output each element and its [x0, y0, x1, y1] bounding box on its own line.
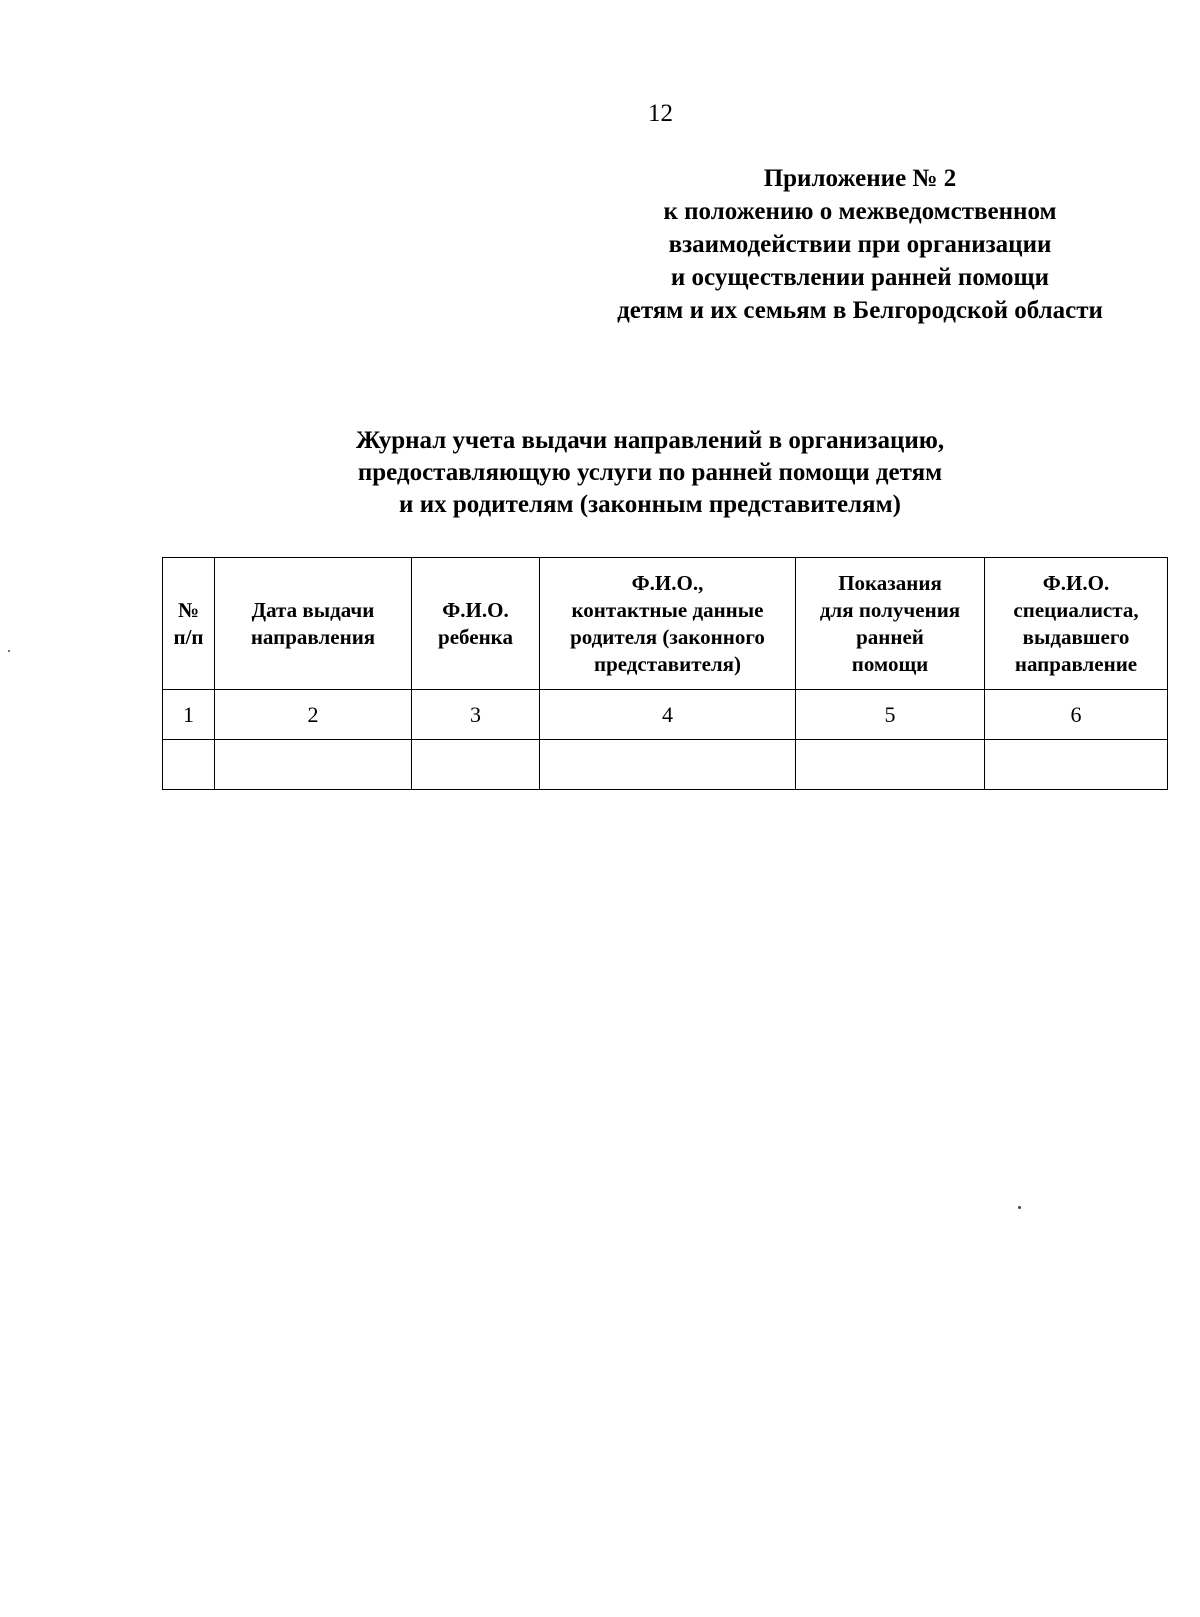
table-header-row [163, 558, 1168, 690]
column-number-row [163, 690, 1168, 740]
empty-cell [796, 740, 985, 790]
column-number-cell: 4 [540, 690, 796, 740]
journal-table [162, 557, 1168, 790]
header-line: Ф.И.О., [631, 570, 704, 595]
header-line: для получения [819, 597, 961, 622]
header-line: Ф.И.О. [1042, 570, 1110, 595]
appendix-line: Приложение № 2 [763, 165, 957, 192]
table-row [163, 740, 1168, 790]
scan-speck [8, 650, 10, 652]
empty-cell [540, 740, 796, 790]
header-line: представителя) [593, 651, 742, 676]
column-number-cell: 5 [796, 690, 985, 740]
appendix-heading [560, 162, 1160, 327]
journal-title-line: и их родителям (законным представителям) [399, 491, 901, 518]
empty-cell [412, 740, 540, 790]
column-number-cell: 3 [412, 690, 540, 740]
header-line: специалиста, [1013, 597, 1139, 622]
column-header-number [163, 558, 215, 690]
appendix-line: детям и их семьям в Белгородской области [617, 297, 1103, 324]
column-number-cell: 2 [215, 690, 412, 740]
header-line: Показания [838, 570, 942, 595]
header-line: № [177, 597, 200, 622]
header-line: направления [250, 624, 376, 649]
column-number-cell: 1 [163, 690, 215, 740]
column-header-issue-date [215, 558, 412, 690]
empty-cell [215, 740, 412, 790]
appendix-line: и осуществлении ранней помощи [670, 264, 1050, 291]
empty-cell [163, 740, 215, 790]
journal-title-line: предоставляющую услуги по ранней помощи детям [357, 459, 943, 486]
header-line: ранней [856, 624, 924, 649]
column-number-cell: 6 [985, 690, 1168, 740]
header-line: Ф.И.О. [442, 597, 509, 622]
page-number: 12 [648, 100, 673, 127]
journal-title-line: Журнал учета выдачи направлений в организацию, [355, 427, 945, 454]
column-header-parent-contacts [540, 558, 796, 690]
header-line: помощи [851, 651, 929, 676]
column-header-child-name [412, 558, 540, 690]
column-header-indications [796, 558, 985, 690]
appendix-line: взаимодействии при организации [668, 231, 1052, 258]
column-header-specialist [985, 558, 1168, 690]
header-line: Дата выдачи [251, 597, 375, 622]
header-line: родителя (законного [570, 624, 765, 649]
header-line: направление [1014, 651, 1138, 676]
appendix-line: к положению о межведомственном [663, 198, 1057, 225]
header-line: ребенка [438, 624, 513, 649]
header-line: контактные данные [571, 597, 764, 622]
header-line: п/п [173, 624, 204, 649]
scan-speck [1018, 1206, 1021, 1209]
empty-cell [985, 740, 1168, 790]
header-line: выдавшего [1022, 624, 1130, 649]
journal-title [200, 425, 1100, 521]
